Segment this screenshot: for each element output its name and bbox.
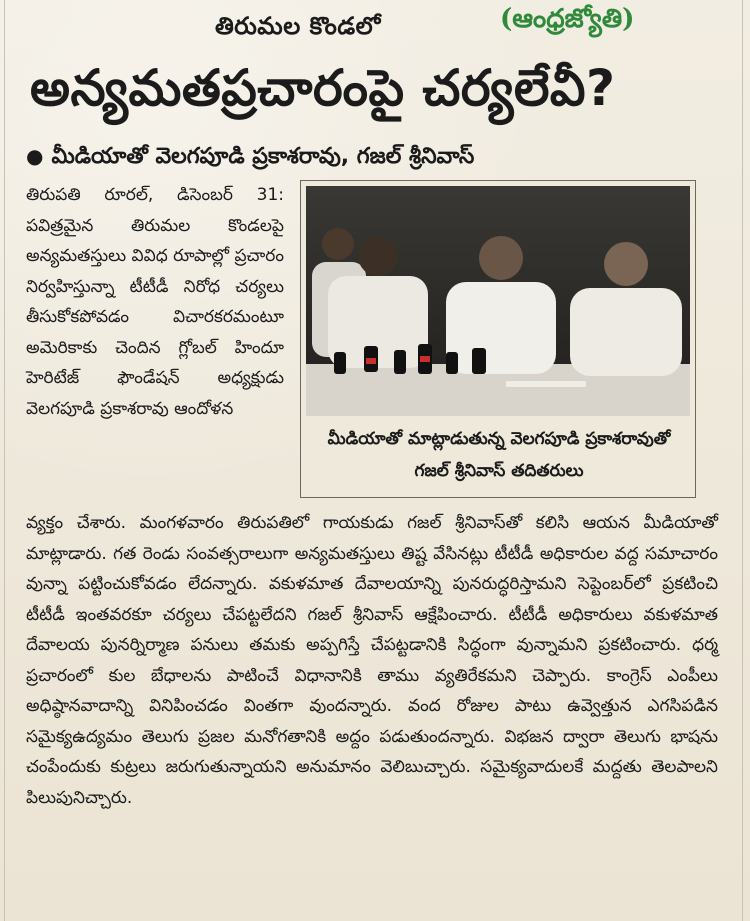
bullet-icon: ● bbox=[26, 144, 44, 168]
subhead-text: మీడియాతో వెలగపూడి ప్రకాశరావు, గజల్ శ్రీనివాస్ bbox=[51, 144, 475, 169]
press-meet-photo bbox=[306, 186, 690, 416]
article-body-full-width: వ్యక్తం చేశారు. మంగళవారం తిరుపతిలో గాయకుడు గజల్ శ్రీనివాస్‌తో కలిసి ఆయన మీడియాతో మాట్లాడారు. గత రెండు సంవత్సరాలుగా అన్యమతస్తులు తిష్ట వేసినట్లు టీటీడీ అధికారుల వద్ద సమాచారం వున్నా పట్టించుకోవడం లేదన్నారు. వకుళమాత దేవాలయాన్ని పునరుద్ధరిస్తామని సెప్టెంబర్‌లో ప్రకటించి టీటీడీ ఇంతవరకూ చర్యలు చేపట్టలేదని గజల్ శ్రీనివాస్ ఆక్షేపించారు. టీటీడీ అధికారులు వకుళమాత దేవాలయ పునర్నిర్మాణ పనులు తమకు అప్పగిస్తే చేపట్టడానికి సిద్ధంగా వున్నామని ప్రకటించారు. ధర్మ ప్రచారంలో కుల బేధాలను పాటించే విధానానికి తాము వ్యతిరేకమని చెప్పారు. కాంగ్రెస్ ఎంపీలు అధిష్ఠానవాదాన్ని వినిపించడం వింతగా వుందన్నారు. వంద రోజుల పాటు ఉవ్వెత్తున ఎగసిపడిన సమైక్యఉద్యమం తెలుగు ప్రజల మనోగతానికి అద్దం పడుతుందన్నారు. విభజన ద్వారా తెలుగు భాషను చంపేందుకు కుట్రలు జరుగుతున్నాయని అనుమానం వెలిబుచ్చారు. సమైక్యవాదులకే మద్దతు తెలపాలని పిలుపునిచ్చారు. bbox=[26, 513, 718, 808]
article-headline: అన్యమతప్రచారంపై చర్యలేవీ? bbox=[30, 59, 616, 117]
page-edge-line bbox=[4, 0, 5, 921]
article-kicker: తిరుమల కొండలో bbox=[215, 12, 381, 40]
page-edge-line bbox=[742, 0, 743, 921]
article-subhead bbox=[26, 144, 474, 174]
article-body-column: తిరుపతి రూరల్, డిసెంబర్ 31: పవిత్రమైన తిరుమల కొండలపై అన్యమతస్తులు వివిధ రూపాల్లో ప్రచారం నిర్వహిస్తున్నా టీటీడీ నిరోధ చర్యలు తీసుకోకపోవడం విచారకరమంటూ అమెరికాకు చెందిన గ్లోబల్ హిందూ హెరిటేజ్ ఫౌండేషన్ అధ్యక్షుడు వెలగపూడి ప్రకాశరావు ఆందోళన bbox=[26, 185, 284, 419]
source-handwritten-stamp: (ఆంధ్రజ్యోతి) bbox=[500, 4, 635, 34]
photo-caption: మీడియాతో మాట్లాడుతున్న వెలగపూడి ప్రకాశరావుతో గజల్ శ్రీనివాస్ తదితరులు bbox=[327, 429, 671, 481]
photo-frame bbox=[300, 180, 696, 498]
